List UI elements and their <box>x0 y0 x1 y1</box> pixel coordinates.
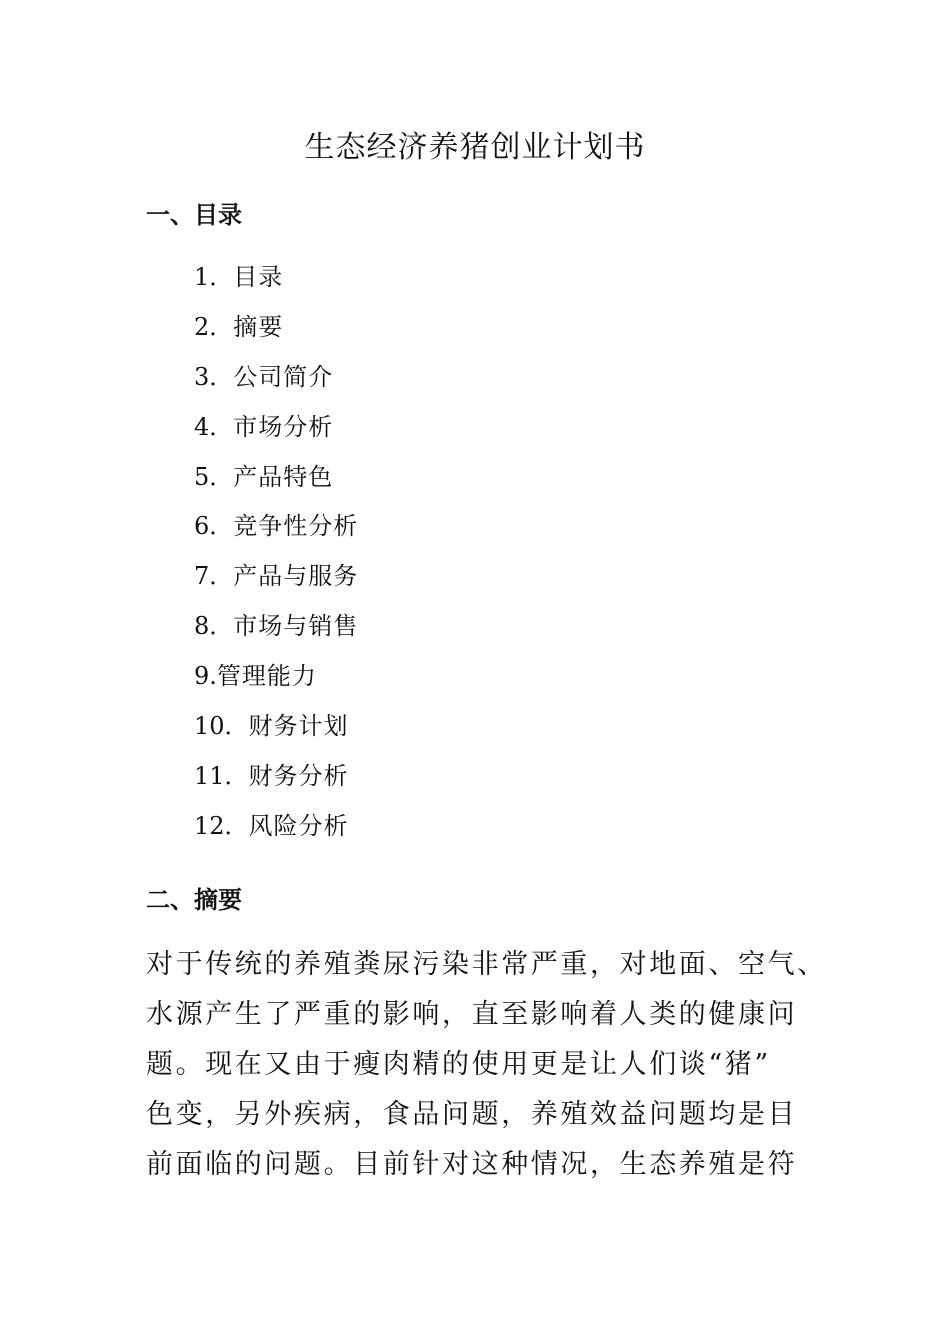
toc-item <box>194 309 358 359</box>
summary-line: 对于传统的养殖粪尿污染非常严重，对地面、空气、 <box>146 949 827 980</box>
toc-item <box>194 808 358 858</box>
toc-item <box>194 658 358 708</box>
document-title: 生态经济养猪创业计划书 <box>304 130 646 165</box>
toc-item <box>194 409 358 459</box>
toc-item <box>194 259 358 309</box>
toc-item-number: 3． <box>194 362 234 391</box>
toc-item-number: 4． <box>194 412 234 441</box>
summary-line: 前面临的问题。目前针对这种情况，生态养殖是符 <box>146 1149 798 1180</box>
toc-item-number: 9. <box>194 662 217 691</box>
toc-item-number: 2． <box>194 312 234 341</box>
toc-item-label: 摘要 <box>233 312 284 341</box>
summary-line: 水源产生了严重的影响，直至影响着人类的健康问 <box>146 999 798 1030</box>
toc-item-label: 市场分析 <box>233 412 334 441</box>
toc-item-label: 财务计划 <box>248 712 349 741</box>
toc-item-number: 11． <box>194 761 249 790</box>
summary-paragraph <box>146 940 836 1190</box>
toc-item <box>194 459 358 509</box>
toc-item-label: 财务分析 <box>248 761 349 790</box>
toc-item <box>194 558 358 608</box>
toc-heading: 一、目录 <box>146 200 242 229</box>
toc-item-label: 竞争性分析 <box>233 512 359 541</box>
toc-item-number: 7． <box>194 562 234 591</box>
toc-item-label: 管理能力 <box>216 662 317 691</box>
toc-item-number: 5． <box>194 462 234 491</box>
toc-item <box>194 708 358 758</box>
toc-item <box>194 508 358 558</box>
toc-item <box>194 608 358 658</box>
toc-item-label: 产品与服务 <box>233 562 359 591</box>
toc-item-number: 10． <box>194 712 249 741</box>
toc-item-label: 目录 <box>233 263 284 291</box>
summary-line: 题。现在又由于瘦肉精的使用更是让人们谈“猪” <box>146 1049 771 1080</box>
toc-item-label: 风险分析 <box>248 811 349 840</box>
toc-list <box>194 259 358 858</box>
toc-item-label: 市场与销售 <box>233 612 359 641</box>
summary-heading: 二、摘要 <box>146 885 242 914</box>
toc-item-number: 1． <box>194 263 234 291</box>
toc-item <box>194 758 358 808</box>
toc-item-label: 产品特色 <box>233 462 334 491</box>
summary-line: 色变，另外疾病，食品问题，养殖效益问题均是目 <box>146 1099 798 1130</box>
toc-item <box>194 359 358 409</box>
toc-item-number: 6． <box>194 512 234 541</box>
toc-item-number: 12． <box>194 811 249 840</box>
toc-item-label: 公司简介 <box>233 362 334 391</box>
toc-item-number: 8． <box>194 612 234 641</box>
